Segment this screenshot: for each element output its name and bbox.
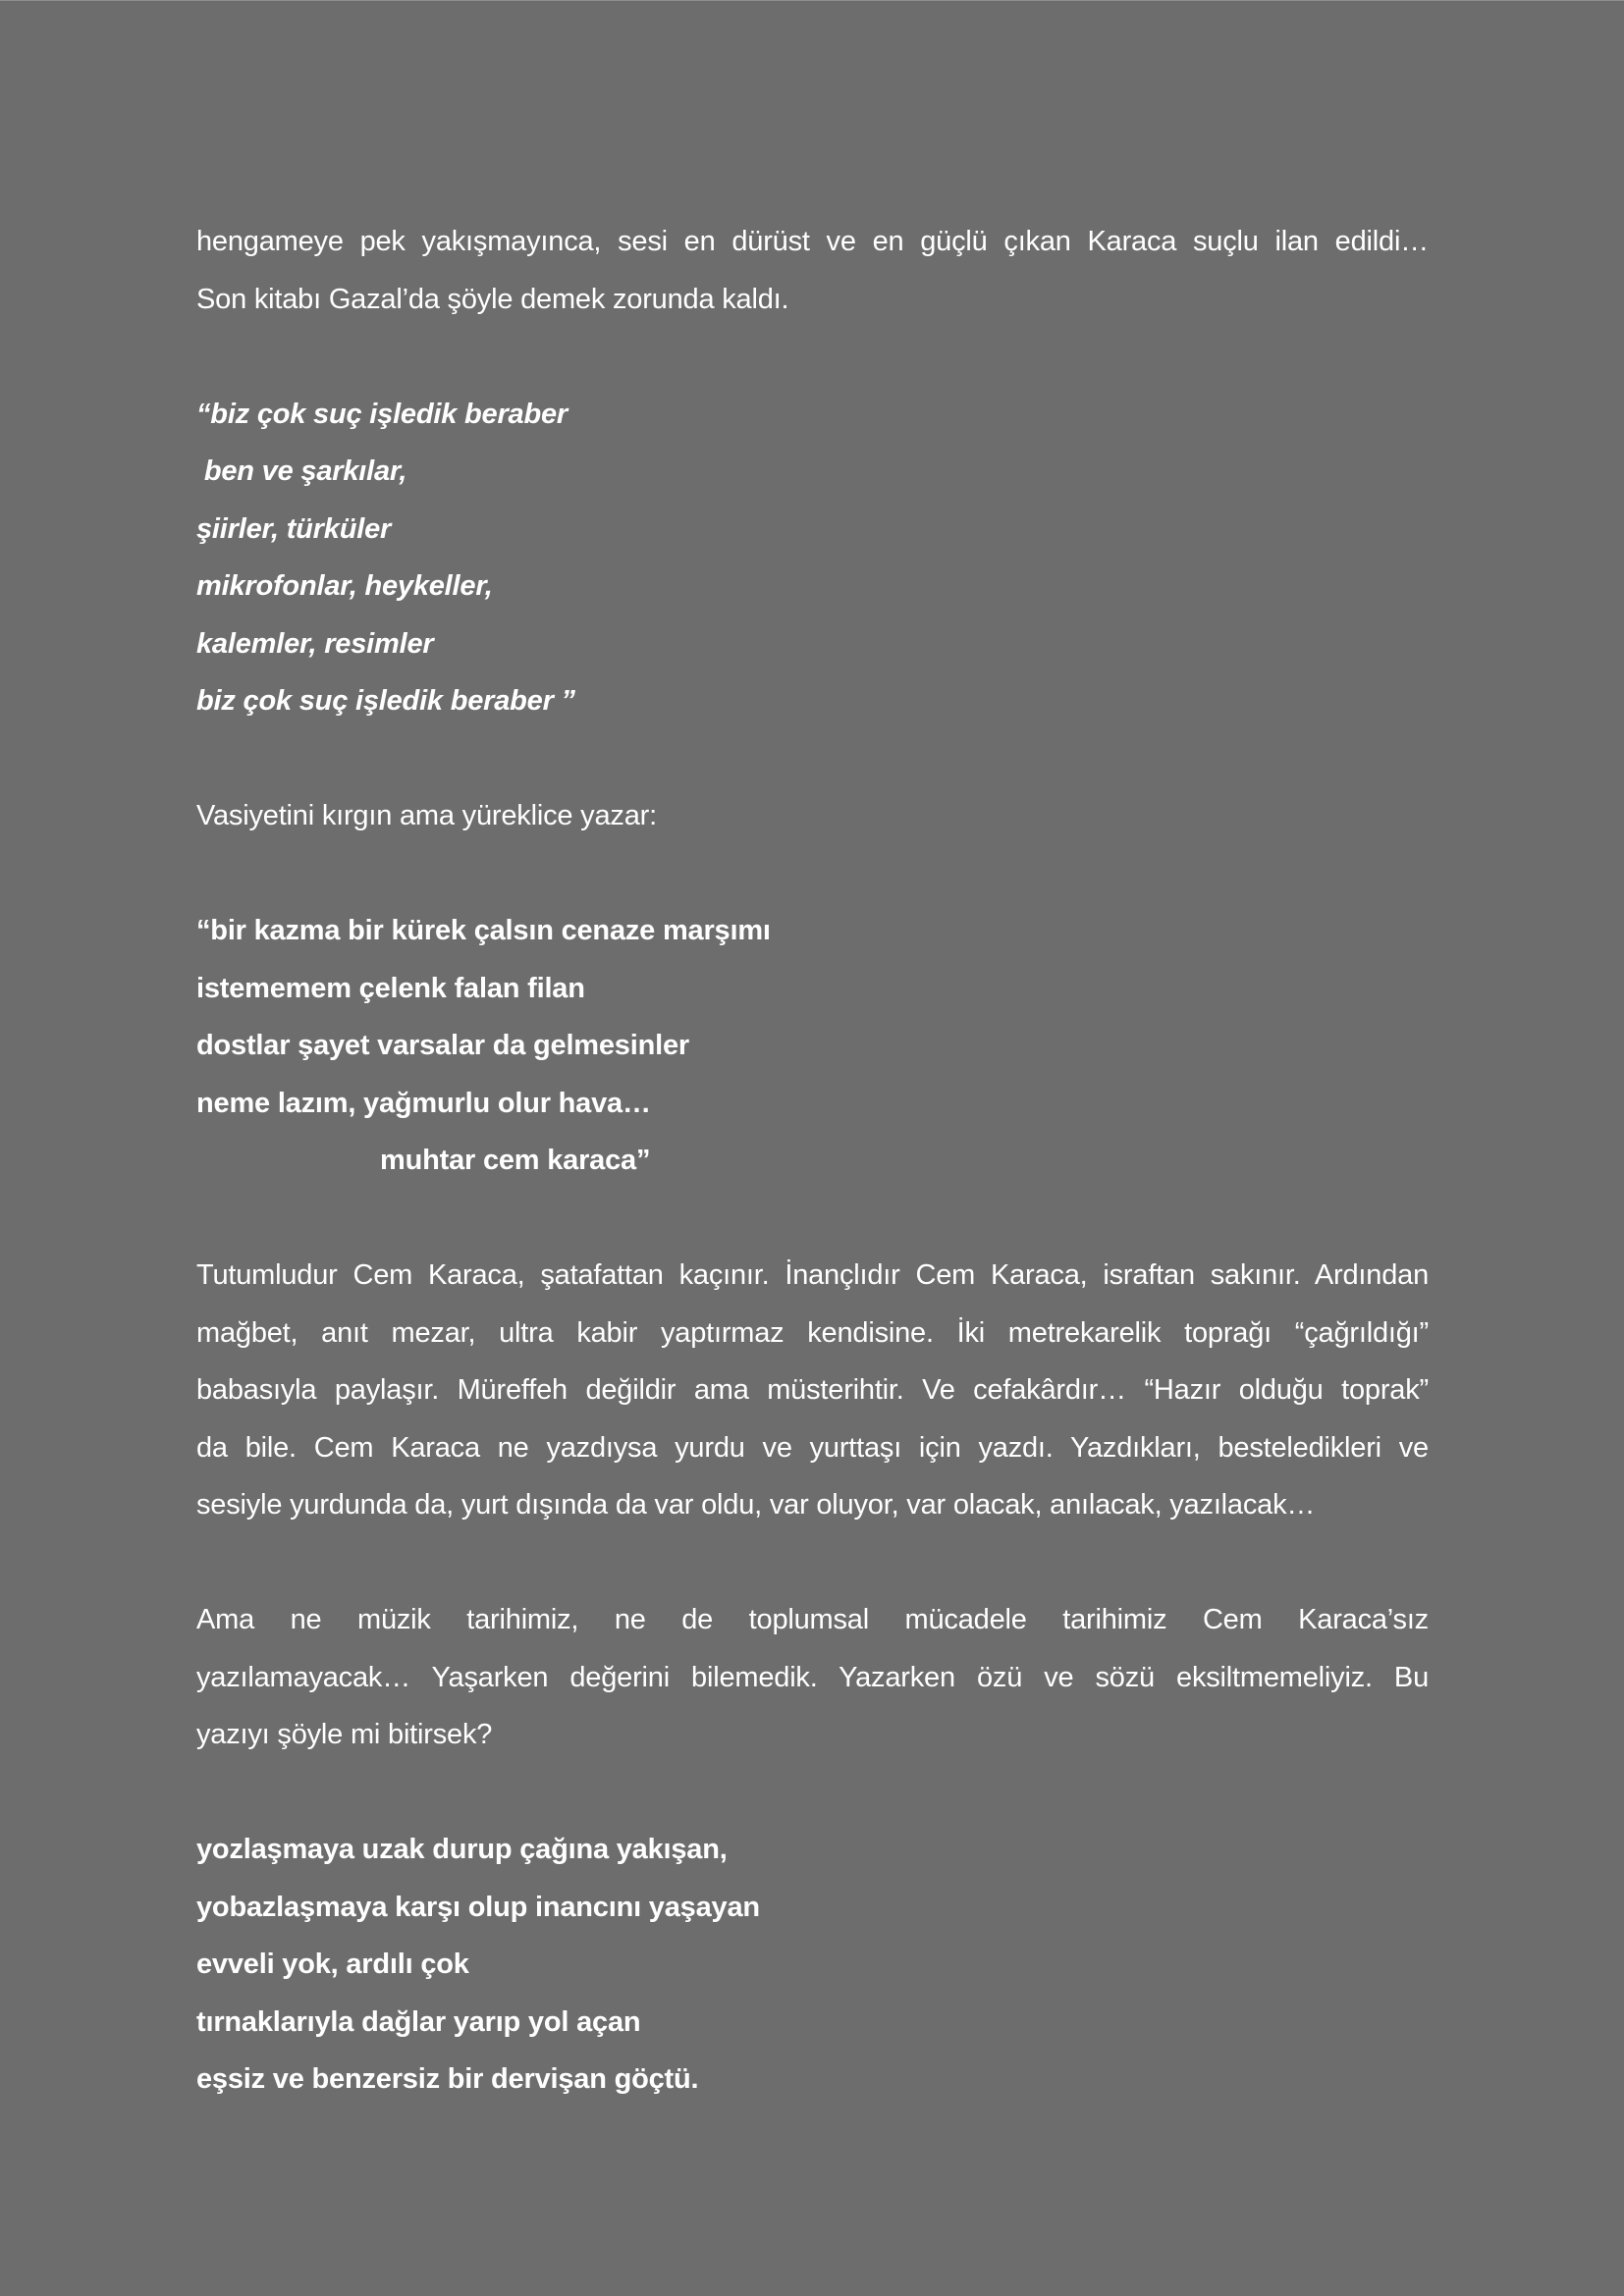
paragraph-line: da bile. Cem Karaca ne yazdıysa yurdu ve yurttaşı için yazdı. Yazdıkları, besteledikleri ve	[196, 1431, 1429, 1464]
paragraph-line: hengameye pek yakışmayınca, sesi en dürüst ve en güçlü çıkan Karaca suçlu ilan edildi…	[196, 226, 1429, 257]
poem-quote-gazal	[196, 386, 1429, 730]
paragraph-line: Tutumludur Cem Karaca, şatafattan kaçınır. İnançlıdır Cem Karaca, israftan sakınır. Ardından	[196, 1259, 1429, 1291]
poem-line: eşsiz ve benzersiz bir dervişan göçtü.	[196, 2063, 699, 2095]
poem-line: yozlaşmaya uzak durup çağına yakışan,	[196, 1834, 728, 1865]
paragraph-line: yazıyı şöyle mi bitirsek?	[196, 1719, 493, 1750]
paragraph-3	[196, 1247, 1429, 1534]
poem-line: ben ve şarkılar,	[196, 455, 407, 487]
poem-line: biz çok suç işledik beraber ”	[196, 685, 575, 717]
poem-signature: muhtar cem karaca”	[380, 1145, 651, 1176]
poem-line: “bir kazma bir kürek çalsın cenaze marşımı	[196, 915, 771, 946]
paragraph-line: yazılamayacak… Yaşarken değerini bilemedik. Yazarken özü ve sözü eksiltmemeliyiz. Bu	[196, 1661, 1429, 1693]
paragraph-1	[196, 213, 1429, 328]
poem-line: tırnaklarıyla dağlar yarıp yol açan	[196, 2005, 641, 2038]
blank-line	[196, 1190, 1429, 1248]
paragraph-line: Son kitabı Gazal’da şöyle demek zorunda kaldı.	[196, 283, 789, 315]
paragraph-line: mağbet, anıt mezar, ultra kabir yaptırmaz kendisine. İki metrekarelik toprağı “çağrıldığı”	[196, 1316, 1429, 1349]
blank-line	[196, 730, 1429, 788]
page-top-edge	[0, 0, 1624, 1]
poem-line: “biz çok suç işledik beraber	[196, 398, 568, 430]
paragraph-line: Ama ne müzik tarihimiz, ne de toplumsal mücadele tarihimiz Cem Karaca’sız	[196, 1604, 1429, 1635]
poem-line: evveli yok, ardılı çok	[196, 1949, 469, 1980]
poem-line: şiirler, türküler	[196, 512, 392, 545]
blank-line	[196, 328, 1429, 386]
paragraph-line: babasıyla paylaşır. Müreffeh değildir ama müsterihtir. Ve cefakârdır… “Hazır olduğu toprak”	[196, 1374, 1429, 1406]
poem-line: istememem çelenk falan filan	[196, 972, 585, 1004]
blank-line	[196, 1534, 1429, 1592]
poem-line: mikrofonlar, heykeller,	[196, 570, 493, 602]
blank-line	[196, 1764, 1429, 1822]
poem-quote-vasiyet	[196, 902, 1429, 1190]
intro-vasiyet: Vasiyetini kırgın ama yüreklice yazar:	[196, 800, 657, 831]
blank-line	[196, 845, 1429, 903]
document-page	[196, 213, 1429, 2109]
poem-line: yobazlaşmaya karşı olup inancını yaşayan	[196, 1891, 760, 1923]
poem-line: dostlar şayet varsalar da gelmesinler	[196, 1030, 689, 1061]
paragraph-line: sesiyle yurdunda da, yurt dışında da var oldu, var oluyor, var olacak, anılacak, yazılacak…	[196, 1489, 1316, 1521]
paragraph-4	[196, 1591, 1429, 1764]
poem-line: neme lazım, yağmurlu olur hava…	[196, 1087, 651, 1119]
poem-line: kalemler, resimler	[196, 627, 434, 660]
poem-closing	[196, 1821, 1429, 2109]
